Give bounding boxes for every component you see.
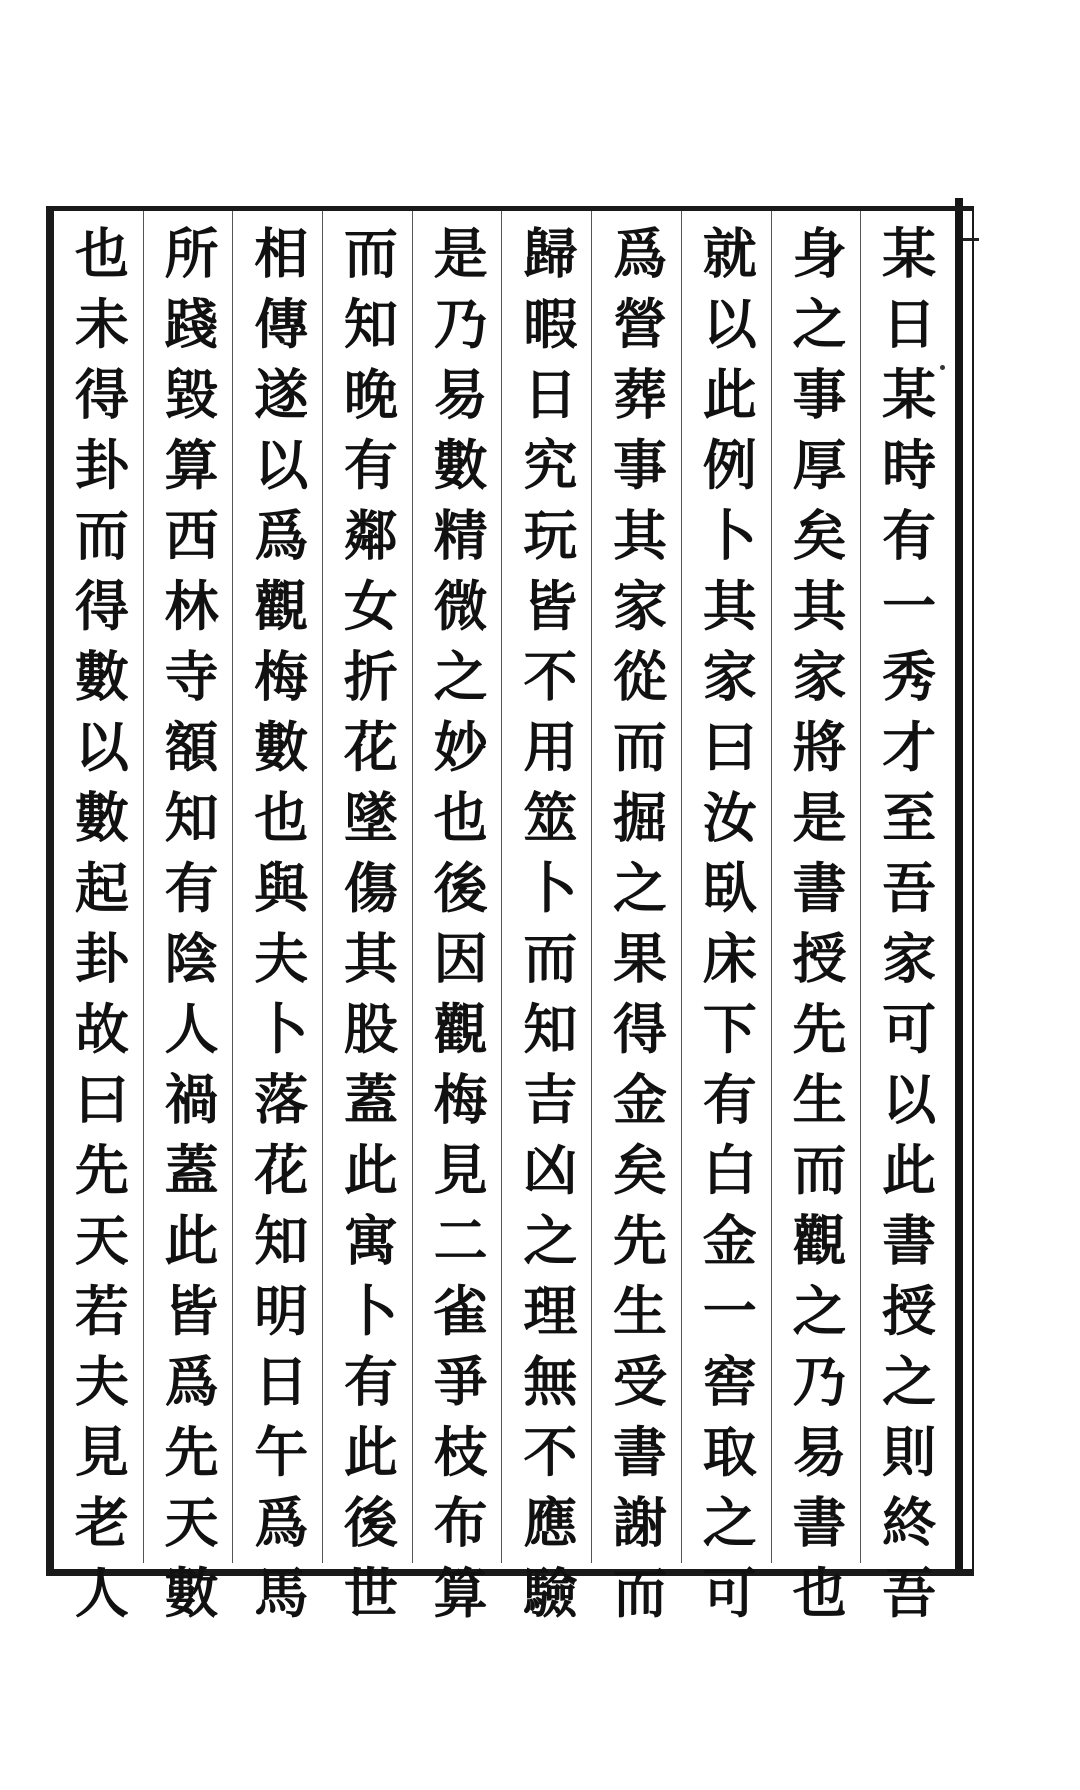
column-text: 是乃易數精微之妙也後因觀梅見二雀爭枝布算: [425, 225, 490, 1635]
text-column-4: [591, 211, 681, 1635]
column-text: 身之事厚矣其家將是書授先生而觀之乃易書也: [783, 225, 848, 1635]
text-column-9: [143, 211, 233, 1635]
text-column-10: [54, 211, 143, 1635]
text-column-2: [771, 211, 861, 1635]
text-column-7: [322, 211, 412, 1635]
text-column-3: [681, 211, 771, 1635]
column-text: 某日某時有一秀才至吾家可以此書授之則終吾: [873, 225, 938, 1635]
column-text: 爲營葬事其家從而掘之果得金矣先生受書謝而: [604, 225, 669, 1635]
column-text: 就以此例卜其家曰汝臥床下有白金一窖取之可: [694, 225, 759, 1635]
text-column-8: [232, 211, 322, 1635]
column-text: 而知晚有鄰女折花墜傷其股蓋此寓卜有此後世: [335, 225, 400, 1635]
column-text: 歸暇日究玩皆不用筮卜而知吉凶之理無不應驗: [514, 225, 579, 1635]
text-column-1: [860, 211, 950, 1635]
column-text: 也未得卦而得數以數起卦故曰先天若夫見老人: [66, 225, 131, 1635]
text-column-6: [412, 211, 502, 1635]
text-column-5: [501, 211, 591, 1635]
column-text: 所踐毀算西林寺額知有陰人禍蓋此皆爲先天數: [156, 225, 221, 1635]
text-columns: [54, 211, 950, 1635]
column-text: 相傳遂以爲觀梅數也與夫卜落花知明日午爲馬: [245, 225, 310, 1635]
